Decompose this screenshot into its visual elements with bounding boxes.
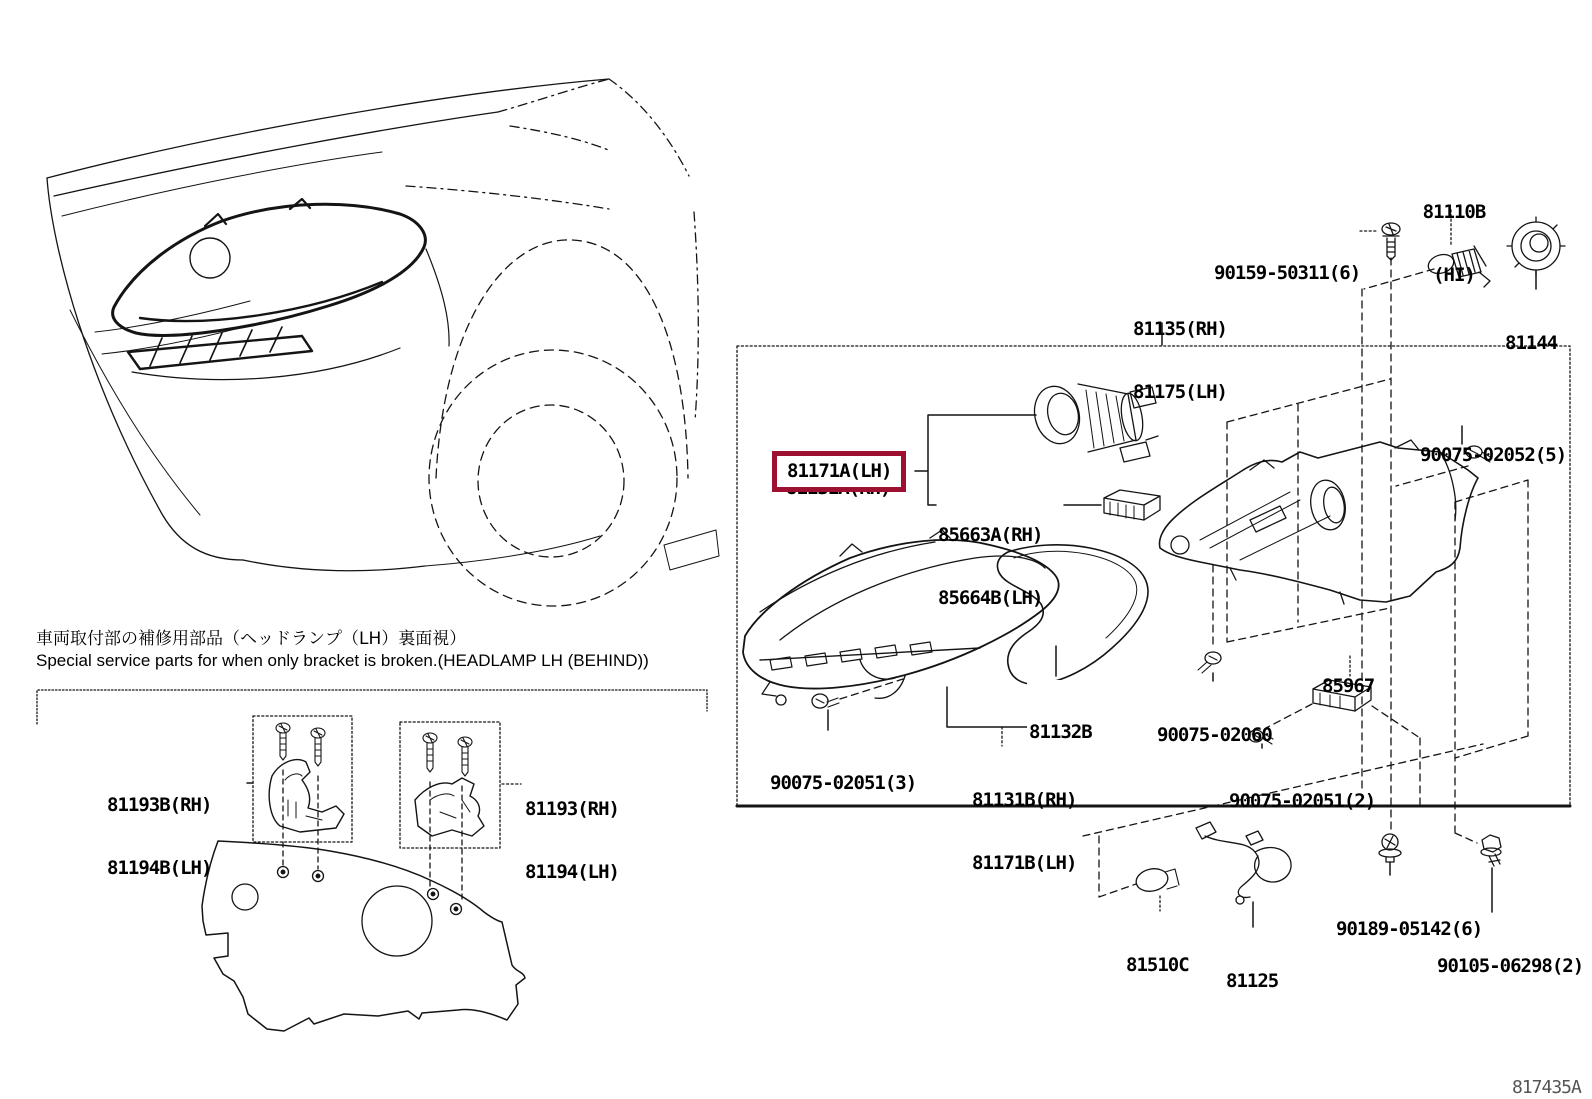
part-number[interactable]: 90075-02051(2) bbox=[1229, 790, 1376, 812]
part-number[interactable]: 81510C bbox=[1126, 954, 1189, 976]
part-number[interactable]: 81125 bbox=[1226, 970, 1279, 992]
part-number[interactable]: 90105-06298(2) bbox=[1437, 955, 1584, 977]
part-number[interactable]: 81110B bbox=[1422, 201, 1486, 223]
part-number-selected[interactable]: 81171A(LH) bbox=[787, 460, 892, 482]
selected-part-highlight[interactable] bbox=[772, 451, 906, 492]
callout-81131B-81171B[interactable] bbox=[972, 748, 1076, 916]
figure-code: 817435A bbox=[1512, 1077, 1581, 1098]
callout-81135-81175[interactable] bbox=[1133, 277, 1227, 445]
part-number-lh[interactable]: 85664B(LH) bbox=[938, 587, 1043, 609]
service-note-japanese: 車両取付部の補修用部品（ヘッドランプ（LH）裏面視） bbox=[36, 629, 467, 649]
part-number[interactable]: 90075-02052(5) bbox=[1420, 444, 1567, 466]
part-number-lh[interactable]: 81175(LH) bbox=[1133, 381, 1227, 403]
callout-85663A-85664B[interactable] bbox=[938, 483, 1042, 651]
part-number-rh[interactable]: 85663A(RH) bbox=[938, 524, 1043, 546]
callout-81144[interactable] bbox=[1505, 291, 1557, 396]
service-note-english: Special service parts for when only bracket is broken.(HEADLAMP LH (BEHIND)) bbox=[36, 651, 649, 670]
part-number-rh[interactable]: 81131B(RH) bbox=[972, 789, 1077, 811]
computer-sub-drawing bbox=[1104, 490, 1160, 520]
callout-90075-02051-3[interactable] bbox=[770, 731, 916, 836]
part-number[interactable]: 81144 bbox=[1505, 332, 1558, 354]
callout-90075-02051-2[interactable] bbox=[1229, 749, 1375, 854]
part-number[interactable]: 90075-02060 bbox=[1157, 724, 1272, 746]
part-number-rh[interactable]: 81193(RH) bbox=[525, 798, 619, 820]
callout-81125[interactable] bbox=[1226, 929, 1278, 1034]
part-number[interactable]: 85967 bbox=[1322, 675, 1375, 697]
part-number-lh[interactable]: 81194B(LH) bbox=[107, 857, 212, 879]
callout-81510C[interactable] bbox=[1126, 913, 1189, 1018]
callout-90105-06298[interactable] bbox=[1437, 914, 1583, 1019]
part-number[interactable]: 81132B bbox=[1029, 721, 1092, 743]
part-number[interactable]: 90189-05142(6) bbox=[1336, 918, 1483, 940]
callout-81193B-81194B[interactable] bbox=[107, 753, 211, 921]
callout-90075-02052[interactable] bbox=[1420, 403, 1566, 508]
callout-85967[interactable] bbox=[1322, 634, 1374, 739]
part-number-rh[interactable]: 81135(RH) bbox=[1133, 318, 1227, 340]
bracket-part-drawings bbox=[202, 723, 525, 1031]
part-number[interactable]: 90159-50311(6) bbox=[1214, 262, 1361, 284]
part-number-rh[interactable]: 81193B(RH) bbox=[107, 794, 212, 816]
part-qualifier: (HI) bbox=[1433, 264, 1475, 286]
part-number-lh[interactable]: 81194(LH) bbox=[525, 861, 619, 883]
callout-90159-50311[interactable] bbox=[1214, 221, 1360, 326]
part-number[interactable]: 90075-02051(3) bbox=[770, 772, 917, 794]
car-front-illustration bbox=[47, 79, 719, 606]
callout-81110B[interactable] bbox=[1404, 160, 1504, 328]
callout-81193-81194[interactable] bbox=[525, 757, 619, 925]
part-number-lh[interactable]: 81171B(LH) bbox=[972, 852, 1077, 874]
